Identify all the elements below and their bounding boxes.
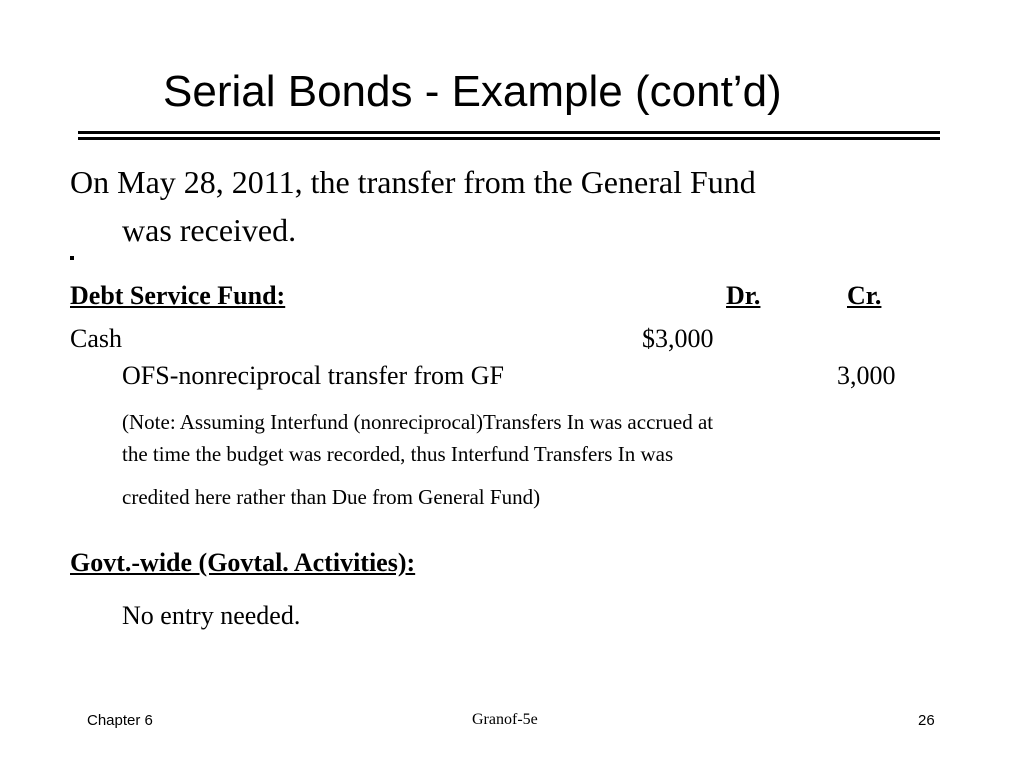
note-line-3: credited here rather than Due from General Fund) [122, 485, 541, 509]
intro-line-2: was received. [122, 212, 297, 248]
credit-account: OFS-nonreciprocal transfer from GF [122, 361, 504, 390]
debit-column-label: Dr. [726, 281, 761, 310]
note-line-1: (Note: Assuming Interfund (nonreciprocal)Transfers In was accrued at [122, 410, 714, 434]
debt-service-fund-heading: Debt Service Fund: [70, 281, 286, 310]
title-divider-top [78, 131, 940, 134]
footer-book: Granof-5e [472, 711, 538, 728]
bullet-dot [70, 256, 74, 260]
note-line-2: the time the budget was recorded, thus Interfund Transfers In was [122, 442, 674, 466]
govt-wide-entry: No entry needed. [122, 601, 301, 630]
title-divider-bottom [78, 137, 940, 140]
credit-amount: 3,000 [837, 361, 896, 390]
credit-column-label: Cr. [847, 281, 882, 310]
govt-wide-heading: Govt.-wide (Govtal. Activities): [70, 548, 416, 577]
intro-line-1: On May 28, 2011, the transfer from the General Fund [70, 164, 756, 200]
footer-chapter: Chapter 6 [87, 712, 153, 729]
footer-page-number: 26 [918, 712, 935, 729]
debit-amount: $3,000 [642, 324, 714, 353]
debit-account: Cash [70, 324, 122, 353]
slide-title: Serial Bonds - Example (cont’d) [163, 67, 782, 116]
